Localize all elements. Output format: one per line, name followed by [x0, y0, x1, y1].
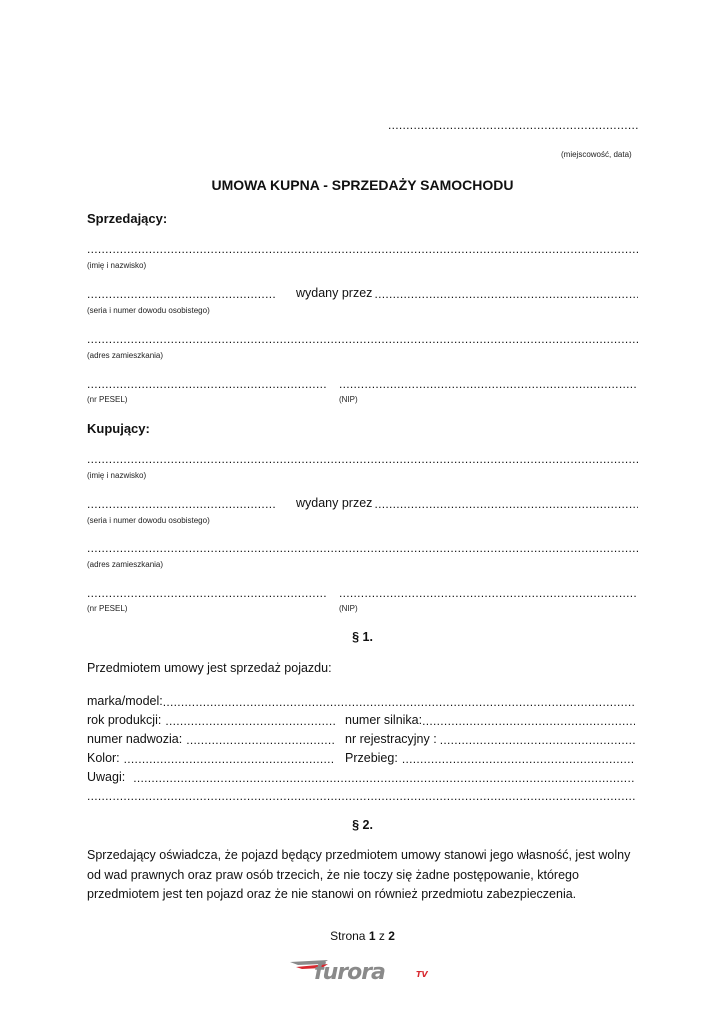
section2-text: Sprzedający oświadcza, że pojazd będący przedmiotem umowy stanowi jego własność, jest wolny od wad prawnych oraz praw osób trzecich, że nie toczy się żadne postępowanie, którego przedmiotem jest ten pojazd oraz że nie stanowi on również przedmiotu zabezpieczenia. [87, 848, 631, 901]
buyer-issued-by-label: wydany przez [296, 496, 373, 510]
buyer-nip-caption: (NIP) [339, 604, 358, 613]
year-row [87, 713, 335, 728]
body-label: numer nadwozia: [87, 732, 183, 746]
year-label: rok produkcji: [87, 713, 162, 727]
seller-nip-caption: (NIP) [339, 395, 358, 404]
buyer-name-line [87, 452, 638, 466]
seller-pesel-line [87, 377, 327, 391]
make-model-label: marka/model: [87, 694, 163, 708]
page-label: Strona [330, 929, 366, 943]
buyer-address-line [87, 541, 638, 555]
seller-pesel-caption: (nr PESEL) [87, 395, 128, 404]
color-label: Kolor: [87, 751, 120, 765]
section2-heading: § 2. [352, 818, 373, 832]
logo-wordmark: furora [314, 960, 385, 985]
logo-suffix: TV [416, 970, 428, 979]
seller-name-line [87, 242, 638, 256]
body-row [87, 732, 335, 747]
buyer-id-caption: (seria i numer dowodu osobistego) [87, 516, 210, 525]
notes-line-2 [87, 789, 635, 803]
engine-row [345, 713, 635, 728]
notes-label: Uwagi: [87, 770, 126, 784]
color-dots [124, 752, 335, 766]
seller-heading: Sprzedający: [87, 211, 168, 226]
buyer-id-dots [87, 497, 277, 511]
mileage-dots [402, 752, 635, 766]
page-total: 2 [388, 929, 395, 943]
registration-dots [440, 733, 635, 747]
make-model-dots [163, 695, 635, 709]
document-title: UMOWA KUPNA - SPRZEDAŻY SAMOCHODU [211, 177, 514, 193]
furora-logo [288, 955, 438, 987]
page-current: 1 [368, 929, 376, 943]
buyer-pesel-line [87, 586, 327, 600]
seller-id-caption: (seria i numer dowodu osobistego) [87, 306, 210, 315]
engine-label: numer silnika: [345, 713, 423, 727]
section1-heading: § 1. [352, 630, 373, 644]
buyer-pesel-caption: (nr PESEL) [87, 604, 128, 613]
page-separator: z [378, 929, 385, 943]
buyer-issued-by-dots [374, 497, 638, 511]
mileage-row [345, 751, 635, 766]
notes-row [87, 770, 635, 785]
page-number [0, 929, 725, 943]
mileage-label: Przebieg: [345, 751, 398, 765]
registration-row [345, 732, 635, 747]
body-dots [186, 733, 335, 747]
buyer-heading: Kupujący: [87, 421, 150, 436]
seller-nip-line [339, 377, 638, 391]
place-date-caption: (miejscowość, data) [561, 150, 632, 159]
place-date-line [388, 118, 638, 132]
seller-name-caption: (imię i nazwisko) [87, 261, 147, 270]
buyer-name-caption: (imię i nazwisko) [87, 471, 147, 480]
registration-label: nr rejestracyjny : [345, 732, 437, 746]
seller-issued-by-dots [374, 287, 638, 301]
buyer-id-row [87, 496, 638, 511]
engine-dots [422, 714, 635, 728]
notes-dots [133, 771, 635, 785]
seller-id-row [87, 286, 638, 301]
seller-issued-by-label: wydany przez [296, 286, 373, 300]
make-model-row [87, 694, 635, 709]
section1-intro: Przedmiotem umowy jest sprzedaż pojazdu: [87, 661, 332, 675]
color-row [87, 751, 335, 766]
year-dots [165, 714, 335, 728]
furora-logo-graphic [288, 955, 438, 987]
buyer-address-caption: (adres zamieszkania) [87, 560, 164, 569]
buyer-nip-line [339, 586, 638, 600]
seller-address-line [87, 332, 638, 346]
seller-id-dots [87, 287, 277, 301]
seller-address-caption: (adres zamieszkania) [87, 351, 164, 360]
